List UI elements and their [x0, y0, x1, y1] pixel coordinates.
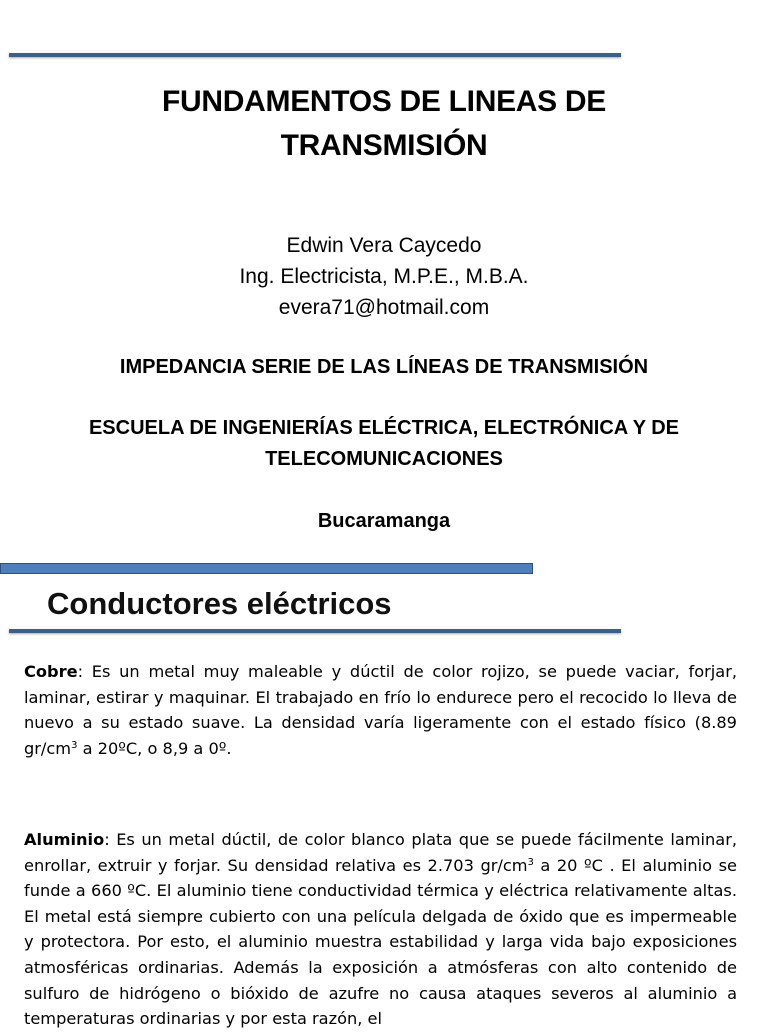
title-line-2: TRANSMISIÓN: [280, 129, 488, 162]
school-line-2: TELECOMUNICACIONES: [265, 448, 503, 470]
school-name: [0, 413, 768, 475]
superscript-aluminio: 3: [527, 856, 534, 868]
city-label: Bucaramanga: [317, 510, 451, 532]
author-block: [0, 230, 768, 323]
section-divider: [9, 629, 621, 633]
paragraph-aluminio-text-a: : Es un metal dúctil, de color blanco plata que se puede fácilmente laminar, enrollar, extruir y forjar. Su densidad relativa es 2.703 gr/cm: [24, 830, 737, 875]
author-credentials: Ing. Electricista, M.P.E., M.B.A.: [239, 265, 529, 288]
title-line-1: FUNDAMENTOS DE LINEAS DE: [162, 85, 606, 118]
paragraph-cobre-text-b: a 20ºC, o 8,9 a 0º.: [77, 738, 232, 758]
top-divider: [9, 53, 621, 57]
paragraph-cobre: [24, 659, 737, 761]
term-cobre: Cobre: [24, 662, 78, 681]
school-line-1: ESCUELA DE INGENIERÍAS ELÉCTRICA, ELECTRÓNICA Y DE: [88, 417, 680, 439]
author-name: Edwin Vera Caycedo: [286, 234, 482, 257]
paragraph-aluminio-text-b: a 20 ºC . El aluminio se funde a 660 ºC. El aluminio tiene conductividad térmica y eléctrica relativamente altas. El metal está siempre cubierto con una película delgada de óxido que es impermeable y protectora. Por esto, el aluminio muestra estabilidad y larga vida bajo exposiciones atmosféricas ordinarias. Además la exposición a atmósferas con alto contenido de sulfuro de hidrógeno o bióxido de azufre no causa ataques severos al aluminio a temperaturas ordinarias y por esta razón, el: [24, 855, 737, 1029]
document-title: [0, 80, 768, 168]
superscript-cobre: 3: [71, 739, 78, 751]
paragraph-aluminio: [24, 827, 737, 1032]
section-banner: [0, 563, 533, 574]
term-aluminio: Aluminio: [24, 830, 105, 849]
paragraph-cobre-text-a: : Es un metal muy maleable y dúctil de color rojizo, se puede vaciar, forjar, laminar, estirar y maquinar. El trabajado en frío lo endurece pero el recocido lo lleva de nuevo a su estado suave. La densidad varía ligeramente con el estado físico (8.89 gr/cm: [24, 662, 737, 758]
author-email: evera71@hotmail.com: [278, 296, 490, 319]
topic-subtitle: IMPEDANCIA SERIE DE LAS LÍNEAS DE TRANSMISIÓN: [119, 356, 649, 378]
section-heading: Conductores eléctricos: [47, 586, 392, 621]
